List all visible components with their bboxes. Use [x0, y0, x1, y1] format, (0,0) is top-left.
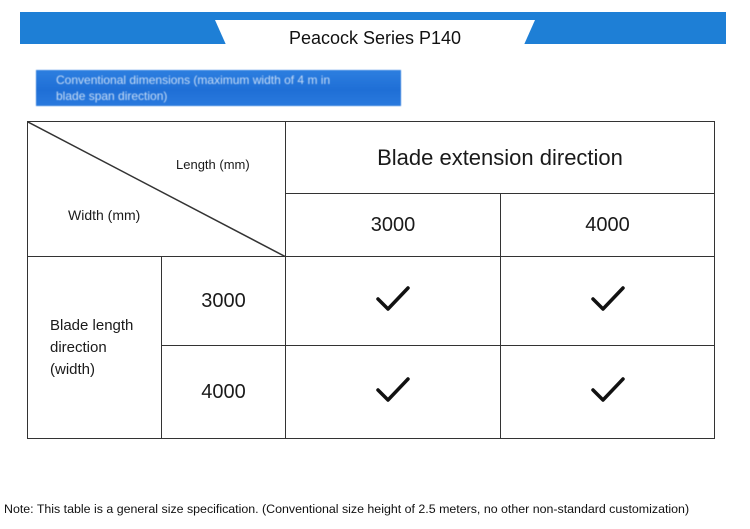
row-group-line-2: direction	[50, 338, 107, 356]
row-group-header	[28, 257, 162, 439]
subtitle-line-1: Conventional dimensions (maximum width of 4 m in	[56, 73, 331, 87]
cell-4000-3000	[286, 346, 501, 439]
cell-4000-4000	[501, 346, 715, 439]
check-icon	[590, 285, 626, 313]
check-icon	[375, 376, 411, 404]
width-axis-label: Width (mm)	[68, 207, 141, 223]
row-group-line-1: Blade length	[50, 316, 134, 334]
column-header-3000: 3000	[286, 194, 501, 257]
diagonal-divider	[28, 122, 286, 257]
cell-3000-4000	[501, 257, 715, 346]
subtitle-line-2: blade span direction)	[56, 89, 168, 103]
footnote: Note: This table is a general size specification. (Conventional size height of 2.5 meters, no other non-standard customization)	[4, 502, 690, 516]
column-group-header: Blade extension direction	[286, 122, 715, 194]
row-header-4000: 4000	[162, 346, 286, 439]
size-spec-table	[27, 121, 715, 439]
row-header-3000: 3000	[162, 257, 286, 346]
subtitle-banner	[36, 70, 401, 106]
page-title: Peacock Series P140	[288, 27, 462, 48]
check-icon	[590, 376, 626, 404]
length-axis-label: Length (mm)	[176, 157, 250, 172]
row-group-line-3: (width)	[50, 360, 96, 378]
cell-3000-3000	[286, 257, 501, 346]
check-icon	[375, 285, 411, 313]
corner-header-cell	[28, 122, 286, 257]
column-header-4000: 4000	[501, 194, 715, 257]
